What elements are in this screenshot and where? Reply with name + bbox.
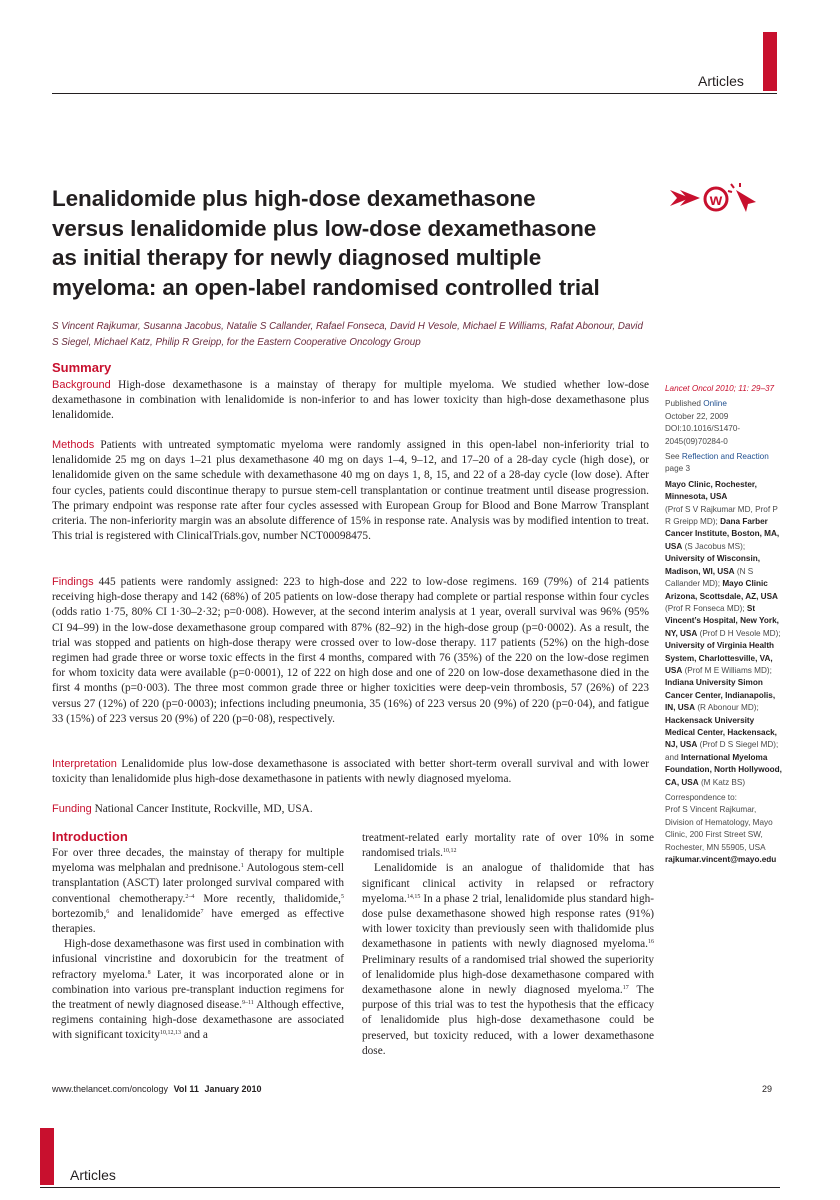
online-icons — [668, 182, 778, 218]
abstract-text: High-dose dexamethasone is a mainstay of therapy for multiple myeloma. We studied whether low-dose dexamethasone in combination with lenalidomide is non-inferior to and has lower toxicity than high-dose dexamethasone plus lenalidomide. — [52, 379, 650, 422]
volume: Vol 11 — [173, 1084, 199, 1094]
doi: DOI:10.1016/S1470-2045(09)70284-0 — [665, 424, 741, 446]
next-page-section-label: Articles — [70, 1167, 116, 1183]
journal-url[interactable]: www.thelancet.com/oncology — [52, 1084, 169, 1094]
publication-info: Published Online October 22, 2009 DOI:10.1016/S1470-2045(09)70284-0 — [665, 399, 741, 446]
paragraph: Lenalidomide is an analogue of thalidomide that has significant clinical activity in relapsed or refractory myeloma.$^{14,15}$ In a phase 2 trial, lenalidomide plus standard high-dose pulse dexamethasone showed high response rates (91%) with lower toxicity than previously seen with thalidomide plus dexamethasone in patients with newly diagnosed myeloma.$^{16}$ Preliminary results of a randomised trial showed the superiority of lenalidomide plus high-dose dexamethasone compared with dexamethasone alone in newly diagnosed myeloma.$^{17}$ The purpose of this trial was to test the hypothesis that the efficacy of lenalidomide plus high-dose dexamethasone could be preserved, but toxicity reduced, with a lower dexamethasone dose. — [362, 862, 654, 1057]
svg-text:w: w — [709, 192, 723, 209]
abstract-heading: Background — [52, 379, 111, 391]
article-sidebar — [665, 383, 783, 869]
abstract-text: Lenalidomide plus low-dose dexamethasone is associated with better short-term overall survival and with lower toxicity than lenalidomide plus high-dose dexamethasone in patients with newly diagnosed myeloma. — [52, 758, 650, 786]
arrow-icon — [670, 190, 700, 206]
abstract-funding — [52, 802, 649, 817]
abstract-text: National Cancer Institute, Rockville, MD, USA. — [94, 803, 313, 815]
abstract-interpretation — [52, 757, 649, 787]
header-red-bar — [763, 32, 777, 91]
see-also-link[interactable]: Reflection and Reaction — [681, 452, 769, 462]
online-link[interactable]: Online — [703, 399, 727, 409]
footer-citation — [52, 1084, 262, 1094]
introduction-heading: Introduction — [52, 829, 128, 844]
introduction-column-right — [362, 831, 654, 1059]
next-page-red-bar — [40, 1128, 54, 1185]
abstract-heading: Interpretation — [52, 758, 117, 770]
header-rule — [52, 93, 777, 94]
next-page-rule — [40, 1187, 780, 1188]
abstract-heading: Findings — [52, 576, 94, 588]
citation: Lancet Oncol 2010; 11: 29–37 — [665, 384, 775, 393]
issue-date: January 2010 — [204, 1084, 262, 1094]
abstract-heading: Funding — [52, 803, 92, 815]
abstract-text: Patients with untreated symptomatic myeloma were randomly assigned in this open-label non-inferiority trial to lenalidomide 25 mg on days 1–21 plus dexamethasone 40 mg on days 1–4, 9–12, and 17–20 of a 28-day cycle (high dose), or lenalidomide given on the same schedule with dexamethasone 40 mg on days 1, 8, 15, and 22 of a 28-day cycle (low dose). After four cycles, patients could discontinue therapy to pursue stem-cell transplantation or continue treatment until disease progression. The primary endpoint was response rate after four cycles assessed with European Group for Blood and Bone Marrow Transplant criteria. The non-inferiority margin was an absolute difference of 15% in response rate. Analysis was by modified intention to treat. This trial is registered with ClinicalTrials.gov, number NCT00098475. — [52, 439, 649, 543]
correspondence: Correspondence to: Prof S Vincent Rajkumar, Division of Hematology, Mayo Clinic, 200 First Street SW, Rochester, MN 55905, USA rajkumar.vincent@mayo.edu — [665, 793, 777, 865]
summary-heading: Summary — [52, 360, 112, 375]
author-list: S Vincent Rajkumar, Susanna Jacobus, Natalie S Callander, Rafael Fonseca, David H Vesole, Michael E Williams, Rafat Abonour, David S Siegel, Michael Katz, Philip R Greipp, for the Eastern Cooperative Oncology Group — [52, 321, 643, 348]
paragraph: For over three decades, the mainstay of therapy for multiple myeloma was melphalan and prednisone.$^1$ Autologous stem-cell transplantation (ASCT) later prolonged survival compared with conventional chemotherapy.$^{2-4}$ More recently, thalidomide,$^5$ bortezomib,$^6$ and lenalidomide$^7$ have emerged as effective therapies. — [52, 847, 344, 936]
paragraph: High-dose dexamethasone was first used in combination with infusional vincristine and doxorubicin for the treatment of refractory myeloma.$^8$ Later, it was incorporated alone or in combination into various pre-transplant induction regimens for the treatment of newly diagnosed disease.$^{9-11}$ Although effective, regimens containing high-dose dexamethasone are associated with significant toxicity$^{10,12,13}$ and a — [52, 938, 344, 1042]
abstract-background — [52, 378, 649, 424]
paragraph: treatment-related early mortality rate of over 10% in some randomised trials.$^{10,12}$ — [362, 832, 654, 860]
see-also: See Reflection and Reaction page 3 — [665, 452, 769, 474]
section-label: Articles — [698, 73, 744, 89]
page-number: 29 — [762, 1084, 773, 1094]
cursor-click-icon — [728, 183, 756, 212]
abstract-methods — [52, 438, 649, 544]
article-title: Lenalidomide plus high-dose dexamethasone versus lenalidomide plus low-dose dexamethasone as initial therapy for newly diagnosed multiple myeloma: an open-label randomised controlled trial — [52, 186, 600, 300]
abstract-heading: Methods — [52, 439, 95, 451]
introduction-column-left — [52, 846, 344, 1044]
online-at-icon — [705, 188, 727, 210]
correspondence-email[interactable]: rajkumar.vincent@mayo.edu — [665, 855, 777, 865]
abstract-text: 445 patients were randomly assigned: 223 to high-dose and 222 to low-dose regimens. 169 (79%) of 214 patients receiving high-dose therapy and 142 (68%) of 205 patients on low-dose therapy had complete or partial response within four cycles (odds ratio 1·75, 80% CI 1·30–2·32; p=0·008). However, at the second interim analysis at 1 year, overall survival was 96% (95% CI 94–99) in the low-dose dexamethasone group compared with 87% (82–92) in the high-dose group (p=0·0002). As a result, the trial was stopped and patients on high-dose therapy were crossed over to low-dose therapy. 117 patients (52%) on the high-dose regimen had grade three or worse toxic effects in the first 4 months, compared with 76 (35%) of the 220 on the low-dose regimen for whom toxicity data were available (p=0·0001), 12 of 222 on high dose and one of 220 on low-dose dexamethasone died in the first 4 months (p=0·003). The three most common grade three or higher toxicities were deep-vein thrombosis, 57 (26%) of 223 versus 27 (12%) of 220 (p=0·0003); infections including pneumonia, 35 (16%) of 223 versus 20 (9%) of 220 (p=0·04), and fatigue 33 (15%) of 223 versus 20 (9%) of 220 (p=0·08), respectively. — [52, 576, 649, 725]
affiliations: Mayo Clinic, Rochester, Minnesota, USA (Prof S V Rajkumar MD, Prof P R Greipp MD); Dana Farber Cancer Institute, Boston, MA, USA (S Jacobus MS); University of Wisconsin, Madison, WI, USA (N S Callander MD); Mayo Clinic Arizona, Scottsdale, AZ, USA (Prof R Fonseca MD); St Vincent’s Hospital, New York, NY, USA (Prof D H Vesole MD); University of Virginia Health System, Charlottesville, VA, USA (Prof M E Williams MD); Indiana University Simon Cancer Center, Indianapolis, IN, USA (R Abonour MD); Hackensack University Medical Center, Hackensack, NJ, USA (Prof D S Siegel MD); and International Myeloma Foundation, North Hollywood, CA, USA (M Katz BS) — [665, 479, 782, 787]
abstract-findings — [52, 575, 649, 727]
